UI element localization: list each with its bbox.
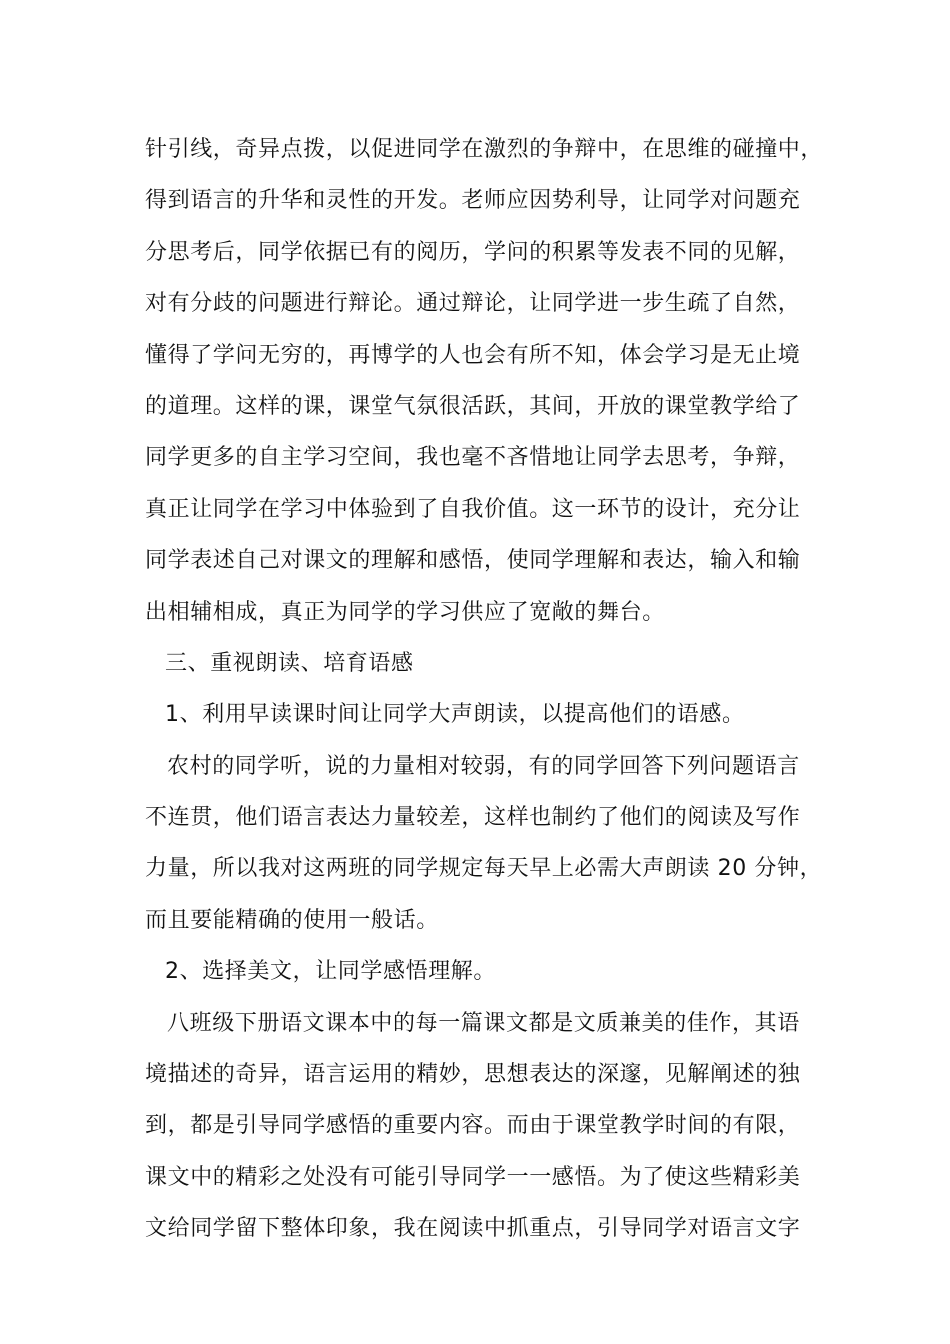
paragraph-line: 文给同学留下整体印象，我在阅读中抓重点，引导同学对语言文字 (145, 1216, 801, 1242)
paragraph-line: 到，都是引导同学感悟的重要内容。而由于课堂教学时间的有限， (145, 1113, 801, 1139)
paragraph-line: 同学表述自己对课文的理解和感悟，使同学理解和表达，输入和输 (145, 548, 801, 574)
paragraph-line: 针引线，奇异点拨，以促进同学在激烈的争辩中，在思维的碰撞中， (145, 137, 824, 162)
paragraph-line: 懂得了学问无穷的，再博学的人也会有所不知，体会学习是无止境 (145, 342, 801, 368)
paragraph-line: 而且要能精确的使用一般话。 (145, 907, 439, 933)
paragraph-line: 不连贯，他们语言表达力量较差，这样也制约了他们的阅读及写作 (145, 805, 801, 831)
document-body (145, 124, 825, 1255)
paragraph-line: 对有分歧的问题进行辩论。通过辩论，让同学进一步生疏了自然， (145, 291, 801, 317)
subsection-heading: 2、选择美文，让同学感悟理解。 (165, 959, 496, 985)
subsection-heading: 1、利用早读课时间让同学大声朗读，以提高他们的语感。 (165, 702, 745, 728)
paragraph-line: 出相辅相成，真正为同学的学习供应了宽敞的舞台。 (145, 599, 665, 625)
paragraph-line: 的道理。这样的课，课堂气氛很活跃，其间，开放的课堂教学给了 (145, 393, 801, 419)
paragraph-line: 境描述的奇异，语言运用的精妙，思想表达的深邃，见解阐述的独 (145, 1062, 801, 1088)
paragraph-line: 同学更多的自主学习空间，我也毫不吝惜地让同学去思考，争辩， (145, 445, 801, 471)
paragraph-line: 得到语言的升华和灵性的开发。老师应因势利导，让同学对问题充 (145, 188, 801, 214)
paragraph-line: 真正让同学在学习中体验到了自我价值。这一环节的设计，充分让 (145, 496, 801, 522)
paragraph-line: 力量，所以我对这两班的同学规定每天早上必需大声朗读 20 分钟， (145, 856, 823, 882)
paragraph-line: 八班级下册语文课本中的每一篇课文都是文质兼美的佳作，其语 (167, 1010, 800, 1036)
paragraph-line: 课文中的精彩之处没有可能引导同学一一感悟。为了使这些精彩美 (145, 1164, 801, 1190)
section-heading: 三、重视朗读、培育语感 (165, 650, 414, 676)
paragraph-line: 农村的同学听，说的力量相对较弱，有的同学回答下列问题语言 (167, 753, 800, 779)
paragraph-line: 分思考后，同学依据已有的阅历，学问的积累等发表不同的见解， (145, 239, 801, 265)
